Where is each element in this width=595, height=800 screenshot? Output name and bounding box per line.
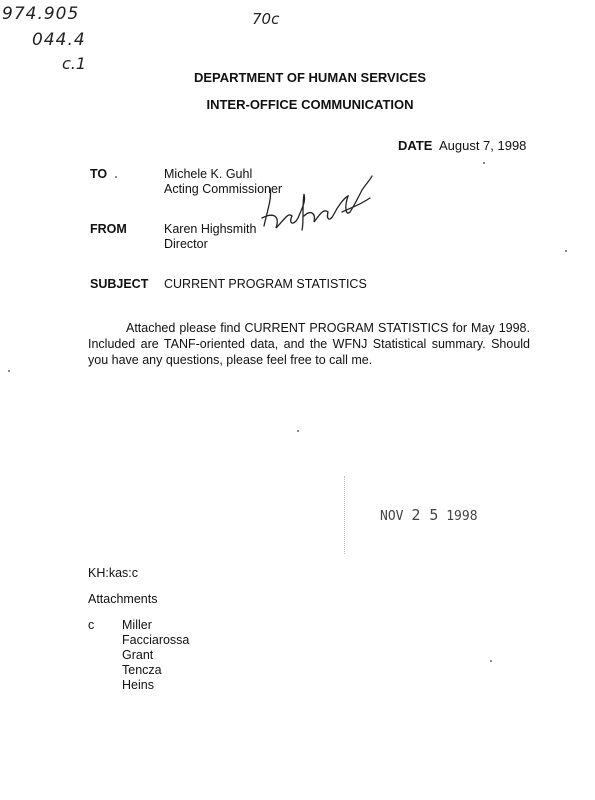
memo-type-heading: INTER-OFFICE COMMUNICATION	[206, 97, 414, 112]
handwritten-copy-number: c.1	[62, 54, 87, 73]
cc-recipient: Facciarossa	[122, 633, 190, 647]
to-label: TO	[90, 167, 108, 181]
handwritten-call-number-line1: 974.905	[2, 4, 80, 24]
to-name: Michele K. Guhl	[164, 167, 253, 181]
scan-speck	[297, 430, 299, 432]
from-title: Director	[164, 237, 208, 251]
scan-speck	[115, 176, 117, 178]
subject-label: SUBJECT	[90, 277, 149, 291]
memo-body-text: Attached please find CURRENT PROGRAM STATISTICS for May 1998. Included are TANF-oriented data, and the WFNJ Statistical summary. Should you have any questions, please feel free to call me.	[88, 321, 530, 367]
handwritten-call-number-line2: 044.4	[32, 30, 86, 50]
cc-recipient: Grant	[122, 648, 154, 662]
date-value: August 7, 1998	[438, 138, 527, 153]
from-sender	[164, 222, 256, 252]
department-heading: DEPARTMENT OF HUMAN SERVICES	[193, 70, 427, 85]
date-line	[398, 138, 526, 153]
scan-speck	[8, 370, 10, 372]
stamp-day: 2 5	[411, 506, 439, 524]
cc-list	[122, 618, 189, 693]
subject-value: CURRENT PROGRAM STATISTICS	[164, 277, 367, 291]
stamp-year: 1998	[446, 509, 478, 524]
attachments-note: Attachments	[88, 592, 158, 606]
cc-recipient: Tencza	[122, 663, 162, 677]
from-label: FROM	[90, 222, 127, 236]
cc-label: c	[88, 618, 95, 632]
stamp-month: NOV	[380, 509, 404, 524]
from-name: Karen Highsmith	[164, 222, 257, 236]
to-title: Acting Commissioner	[164, 182, 283, 196]
cc-recipient: Heins	[122, 678, 154, 692]
scan-speck	[565, 250, 567, 252]
cc-recipient: Miller	[122, 618, 152, 632]
memo-body	[88, 320, 530, 368]
handwritten-signature	[258, 168, 378, 248]
scan-speck	[490, 660, 492, 662]
date-label: DATE	[398, 138, 433, 153]
typist-initials: KH:kas:c	[88, 566, 139, 580]
handwritten-top-mark: 70c	[252, 10, 280, 28]
received-stamp	[380, 506, 478, 524]
scan-speck	[483, 162, 485, 164]
